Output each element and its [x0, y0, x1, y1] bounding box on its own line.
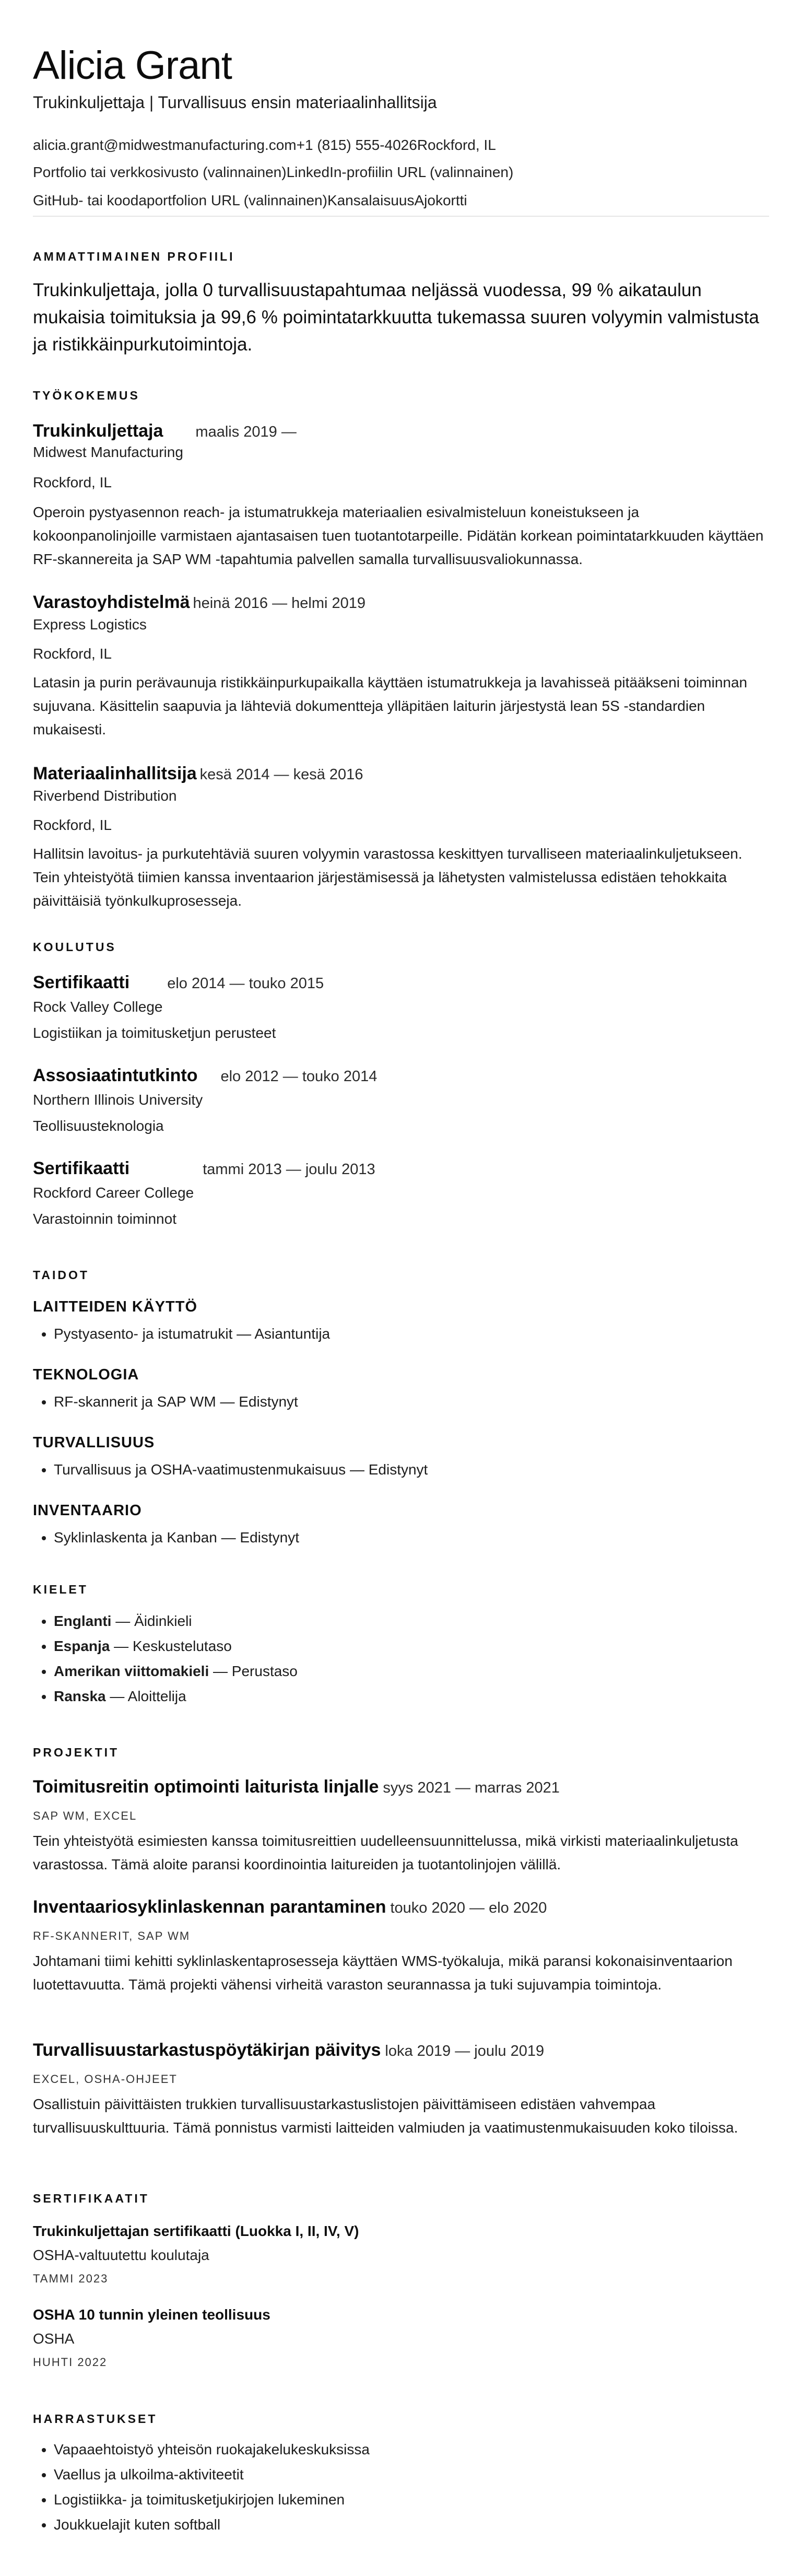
education-section-label: KOULUTUS [33, 940, 116, 954]
skill-item: • Turvallisuus ja OSHA-vaatimustenmukaisuus — Edistynyt [54, 1457, 795, 1482]
location-text: Rockford, IL [417, 137, 496, 153]
language-level: — Aloittelija [105, 1688, 186, 1704]
education-entry [33, 1065, 774, 1086]
degree-dates: tammi 2013 — joulu 2013 [203, 1161, 375, 1178]
job-description: Operoin pystyasennon reach- ja istumatrukkeja materiaalien esivalmisteluun koneistukseen ja kokoonpanolinjoille varmistaen ajantasaisen tuen tuotantotarpeille. Pidätän korkean poimintatarkkuuden käyttäen RF-skannereita ja SAP WM -tapahtumia palvellen samalla turvallisuusvaliokunnassa. [33, 504, 764, 567]
job-title: Varastoyhdistelmä [33, 592, 190, 612]
project-title: Toimitusreitin optimointi laiturista linjalle [33, 1777, 379, 1797]
degree-title: Sertifikaatti [33, 973, 130, 992]
candidate-name: Alicia Grant [33, 43, 232, 88]
project-title-row [33, 1897, 774, 1917]
language-item [54, 1634, 795, 1659]
experience-section-label: TYÖKOKEMUS [33, 389, 140, 402]
skill-list [33, 1457, 795, 1482]
project-entry [33, 2040, 774, 2060]
certification-title: OSHA 10 tunnin yleinen teollisuus [33, 2306, 270, 2323]
hobby-list [33, 2437, 795, 2537]
degree-row [33, 1158, 774, 1179]
skill-category: TEKNOLOGIA [33, 1366, 139, 1383]
degree-row [33, 973, 774, 993]
project-title: Turvallisuustarkastuspöytäkirjan päivitys [33, 2040, 381, 2060]
language-name: Ranska [54, 1688, 106, 1704]
study-field: Logistiikan ja toimitusketjun perusteet [33, 1025, 276, 1041]
projects-section-label: PROJEKTIT [33, 1746, 120, 1759]
school-name: Northern Illinois University [33, 1092, 203, 1108]
school-name: Rockford Career College [33, 1185, 194, 1201]
certification-title: Trukinkuljettajan sertifikaatti (Luokka I, II, IV, V) [33, 2223, 359, 2239]
certification-issuer: OSHA [33, 2331, 75, 2347]
language-name: Espanja [54, 1638, 110, 1654]
hobby-item: • Joukkuelajit kuten softball [54, 2512, 795, 2537]
certification-date: TAMMI 2023 [33, 2272, 109, 2285]
job-title-row [33, 764, 774, 784]
project-title-row [33, 2040, 774, 2060]
project-dates: touko 2020 — elo 2020 [390, 1900, 547, 1916]
linkedin-link[interactable]: LinkedIn-profiilin URL (valinnainen) [286, 164, 514, 180]
skill-category: TURVALLISUUS [33, 1434, 155, 1451]
job-title-row [33, 421, 774, 441]
job-dates: kesä 2014 — kesä 2016 [199, 766, 363, 783]
job-title: Materiaalinhallitsija [33, 764, 197, 783]
certification-issuer: OSHA-valtuutettu koulutaja [33, 2247, 209, 2263]
degree-title: Assosiaatintutkinto [33, 1065, 198, 1085]
skill-item: • Pystyasento- ja istumatrukit — Asiantuntija [54, 1321, 795, 1346]
certifications-section-label: SERTIFIKAATIT [33, 2192, 149, 2205]
project-tags: RF-SKANNERIT, SAP WM [33, 1929, 191, 1942]
nationality-text: Kansalaisuus [327, 192, 415, 208]
study-field: Teollisuusteknologia [33, 1118, 164, 1134]
job-company: Riverbend Distribution [33, 788, 177, 804]
project-tags: SAP WM, EXCEL [33, 1809, 137, 1822]
skill-list [33, 1389, 795, 1414]
hobby-item: • Vaellus ja ulkoilma-aktiviteetit [54, 2462, 795, 2487]
language-level: — Perustaso [209, 1663, 298, 1679]
language-level: — Keskustelutaso [110, 1638, 232, 1654]
education-entry [33, 973, 774, 993]
project-description: Tein yhteistyötä esimiesten kanssa toimitusreittien uudelleensuunnittelussa, mikä virkisti materiaalinkuljetusta varastossa. Tämä aloite paransi koordinointia laitureiden ja tuotantolinjojen välillä. [33, 1833, 738, 1872]
skills-section-label: TAIDOT [33, 1268, 89, 1282]
job-description: Hallitsin lavoitus- ja purkutehtäviä suuren volyymin varastossa keskittyen turvalliseen materiaalinkuljetukseen. Tein yhteistyötä tiimien kanssa inventaarion järjestämisessä ja lähetysten valmistelussa edistäen tehokkaita päivittäisiä työnkulkuprosesseja. [33, 846, 742, 909]
project-tags: EXCEL, OSHA-OHJEET [33, 2072, 178, 2086]
certification-date: HUHTI 2022 [33, 2356, 108, 2369]
hobbies-section-label: HARRASTUKSET [33, 2412, 158, 2426]
profile-section-label: AMMATTIMAINEN PROFIILI [33, 250, 235, 263]
portfolio-link[interactable]: Portfolio tai verkkosivusto (valinnainen) [33, 164, 287, 180]
email-link[interactable]: alicia.grant@midwestmanufacturing.com [33, 137, 297, 153]
project-title: Inventaariosyklinlaskennan parantaminen [33, 1897, 386, 1917]
project-title-row [33, 1777, 774, 1797]
phone-link[interactable]: +1 (815) 555-4026 [296, 137, 417, 153]
skill-list [33, 1321, 795, 1346]
study-field: Varastoinnin toiminnot [33, 1211, 176, 1227]
experience-entry [33, 592, 774, 613]
job-title-row [33, 592, 774, 613]
license-text: Ajokortti [414, 192, 467, 208]
skill-item: • RF-skannerit ja SAP WM — Edistynyt [54, 1389, 795, 1414]
degree-row [33, 1065, 774, 1086]
job-company: Midwest Manufacturing [33, 444, 183, 460]
skill-category: LAITTEIDEN KÄYTTÖ [33, 1298, 198, 1315]
job-location: Rockford, IL [33, 817, 112, 833]
header-divider [33, 216, 769, 217]
skill-category: INVENTAARIO [33, 1502, 142, 1519]
language-item [54, 1659, 795, 1684]
language-list [33, 1609, 795, 1709]
job-location: Rockford, IL [33, 474, 112, 490]
language-name: Englanti [54, 1613, 112, 1629]
project-dates: loka 2019 — joulu 2019 [385, 2043, 545, 2059]
language-item [54, 1609, 795, 1634]
hobby-item: • Logistiikka- ja toimitusketjukirjojen lukeminen [54, 2487, 795, 2512]
project-entry [33, 1897, 774, 1917]
languages-section-label: KIELET [33, 1583, 88, 1596]
job-dates: heinä 2016 — helmi 2019 [193, 595, 365, 612]
skill-list [33, 1525, 795, 1550]
headline: Trukinkuljettaja | Turvallisuus ensin materiaalinhallitsija [33, 93, 437, 112]
school-name: Rock Valley College [33, 999, 163, 1015]
education-entry [33, 1158, 774, 1179]
job-title: Trukinkuljettaja [33, 421, 163, 441]
job-company: Express Logistics [33, 616, 147, 633]
extra-row [33, 192, 467, 209]
project-description: Johtamani tiimi kehitti syklinlaskentaprosesseja käyttäen WMS-työkaluja, mikä paransi kokonaisinventaarion luotettavuutta. Tämä projekti vähensi virheitä varaston seurannassa ja tuki sujuvampia toimintoja. [33, 1953, 733, 1993]
degree-dates: elo 2012 — touko 2014 [220, 1068, 378, 1085]
links-row [33, 164, 513, 181]
project-dates: syys 2021 — marras 2021 [383, 1779, 560, 1796]
skill-item: • Syklinlaskenta ja Kanban — Edistynyt [54, 1525, 795, 1550]
hobby-item: • Vapaaehtoistyö yhteisön ruokajakelukeskuksissa [54, 2437, 795, 2462]
language-item [54, 1684, 795, 1709]
language-level: — Äidinkieli [111, 1613, 192, 1629]
degree-title: Sertifikaatti [33, 1158, 130, 1178]
experience-entry [33, 764, 774, 784]
project-entry [33, 1777, 774, 1797]
experience-entry [33, 421, 774, 441]
project-description: Osallistuin päivittäisten trukkien turvallisuustarkastuslistojen päivittämiseen edistäen vahvempaa turvallisuuskulttuuria. Tämä ponnistus varmisti laitteiden valmiuden ja vaatimustenmukaisuuden koko tiloissa. [33, 2096, 738, 2136]
language-name: Amerikan viittomakieli [54, 1663, 209, 1679]
job-location: Rockford, IL [33, 646, 112, 662]
job-dates: maalis 2019 — [195, 424, 297, 440]
degree-dates: elo 2014 — touko 2015 [167, 975, 324, 992]
job-description: Latasin ja purin perävaunuja ristikkäinpurkupaikalla käyttäen istumatrukkeja ja lavahisseä pitääkseni toiminnan sujuvana. Käsittelin saapuvia ja lähteviä dokumentteja ylläpitäen laiturin järjestystä lean 5S -standardien mukaisesti. [33, 674, 748, 737]
contact-row [33, 137, 496, 154]
github-link[interactable]: GitHub- tai koodaportfolion URL (valinnainen) [33, 192, 327, 208]
profile-summary: Trukinkuljettaja, jolla 0 turvallisuustapahtumaa neljässä vuodessa, 99 % aikataulun mukaisia toimituksia ja 99,6 % poimintatarkkuutta tukemassa suuren volyymin valmistusta ja ristikkäinpurkutoimintoja. [33, 280, 759, 355]
